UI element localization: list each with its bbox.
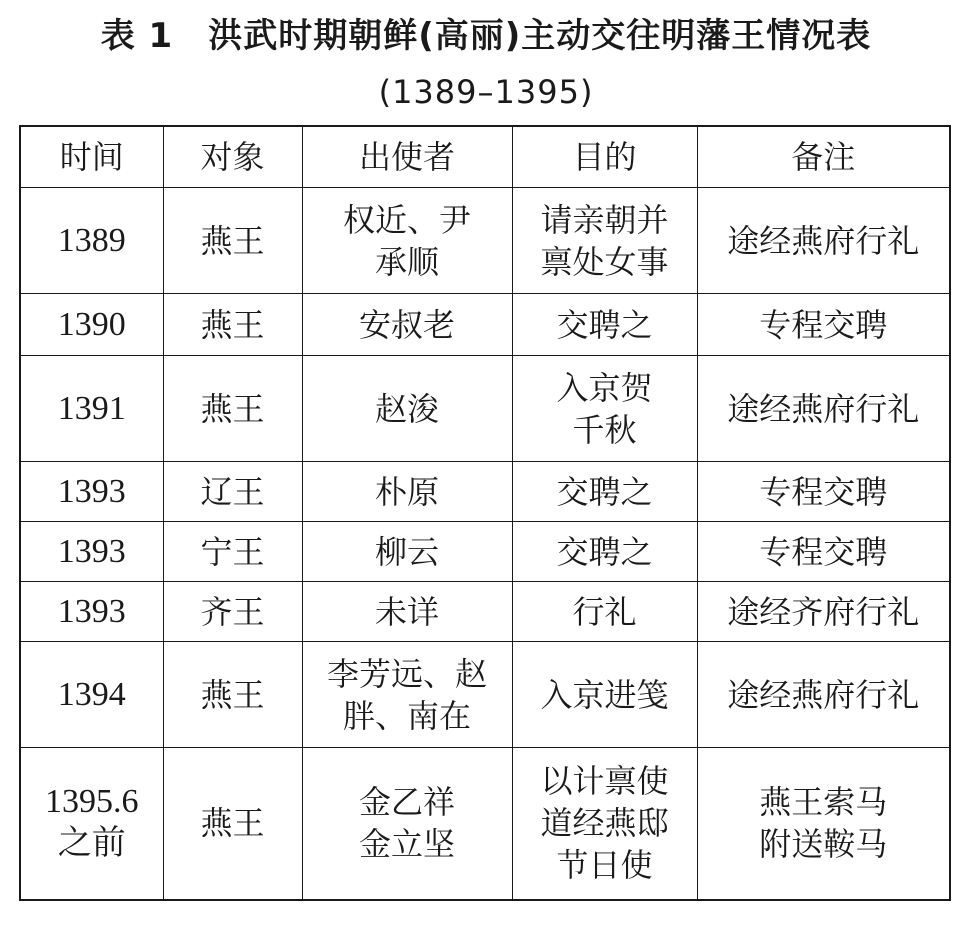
cell-text-line: 金乙祥	[358, 783, 455, 822]
cell-text-line: 胖、南在	[342, 696, 471, 735]
header-purpose: 目的	[512, 126, 697, 188]
cell-text-line: 专程交聘	[759, 305, 888, 344]
cell-target	[163, 642, 302, 748]
cell-text-line: 以计禀使	[540, 762, 669, 801]
cell-text-line: 途经燕府行礼	[727, 389, 920, 428]
table-row	[20, 462, 950, 522]
cell-purpose	[512, 582, 697, 642]
cell-text-line: 宁王	[200, 532, 265, 571]
cell-text-line: 1391	[57, 389, 126, 427]
cell-target	[163, 188, 302, 294]
cell-text-line: 专程交聘	[759, 532, 888, 571]
cell-text-line: 节日使	[556, 846, 653, 885]
cell-year	[20, 356, 163, 462]
cell-text-line: 禀处女事	[540, 242, 669, 281]
cell-text-line: 齐王	[200, 592, 265, 631]
cell-note	[697, 356, 950, 462]
cell-text-line: 1393	[57, 532, 126, 570]
cell-text-line: 安叔老	[358, 305, 455, 344]
cell-envoy	[302, 642, 512, 748]
cell-envoy	[302, 522, 512, 582]
table-row	[20, 582, 950, 642]
cell-note	[697, 642, 950, 748]
cell-envoy	[302, 356, 512, 462]
cell-text-line: 行礼	[572, 592, 637, 631]
cell-year	[20, 642, 163, 748]
cell-text-line: 交聘之	[556, 305, 653, 344]
data-table	[19, 125, 951, 901]
cell-text-line: 途经齐府行礼	[727, 592, 920, 631]
cell-text-line: 道经燕邸	[540, 804, 669, 843]
cell-text-line: 承顺	[374, 242, 439, 281]
header-envoy: 出使者	[302, 126, 512, 188]
cell-year	[20, 462, 163, 522]
cell-text-line: 1394	[57, 675, 126, 713]
cell-text-line: 1390	[57, 305, 126, 343]
cell-text-line: 权近、尹	[342, 200, 471, 239]
cell-purpose	[512, 188, 697, 294]
cell-note	[697, 748, 950, 900]
table-row	[20, 642, 950, 748]
cell-text-line: 附送鞍马	[759, 825, 888, 864]
cell-note	[697, 582, 950, 642]
cell-text-line: 请亲朝并	[540, 200, 669, 239]
cell-text-line: 1393	[57, 592, 126, 630]
cell-target	[163, 582, 302, 642]
cell-text-line: 金立坚	[358, 825, 455, 864]
cell-target	[163, 748, 302, 900]
cell-note	[697, 462, 950, 522]
cell-text-line: 燕王	[200, 305, 265, 344]
cell-target	[163, 294, 302, 356]
cell-text-line: 燕王	[200, 804, 265, 843]
cell-text-line: 柳云	[374, 532, 439, 571]
cell-text-line: 1393	[57, 472, 126, 510]
cell-envoy	[302, 294, 512, 356]
cell-text-line: 交聘之	[556, 472, 653, 511]
cell-target	[163, 522, 302, 582]
cell-text-line: 千秋	[572, 410, 637, 449]
cell-envoy	[302, 188, 512, 294]
cell-year	[20, 188, 163, 294]
cell-text-line: 交聘之	[556, 532, 653, 571]
table-caption: 表 1 洪武时期朝鲜(高丽)主动交往明藩王情况表	[100, 16, 872, 56]
table-body	[20, 188, 950, 900]
cell-text-line: 辽王	[200, 472, 265, 511]
cell-envoy	[302, 462, 512, 522]
cell-text-line: 未详	[374, 592, 439, 631]
cell-year	[20, 748, 163, 900]
header-time: 时间	[20, 126, 163, 188]
cell-text-line: 1395.6	[45, 783, 139, 821]
cell-text-line: 朴原	[374, 472, 439, 511]
cell-purpose	[512, 294, 697, 356]
cell-envoy	[302, 582, 512, 642]
cell-text-line: 燕王	[200, 389, 265, 428]
cell-year	[20, 522, 163, 582]
cell-purpose	[512, 522, 697, 582]
cell-text-line: 途经燕府行礼	[727, 221, 920, 260]
cell-year	[20, 582, 163, 642]
cell-text-line: 燕王索马	[759, 783, 888, 822]
cell-note	[697, 188, 950, 294]
cell-purpose	[512, 462, 697, 522]
cell-text-line: 入京贺	[556, 368, 653, 407]
table-row	[20, 188, 950, 294]
cell-purpose	[512, 642, 697, 748]
cell-envoy	[302, 748, 512, 900]
header-note: 备注	[697, 126, 950, 188]
cell-text-line: 途经燕府行礼	[727, 675, 920, 714]
cell-note	[697, 522, 950, 582]
table-row	[20, 356, 950, 462]
table-row	[20, 748, 950, 900]
cell-text-line: 李芳远、赵	[326, 654, 487, 693]
table-row	[20, 522, 950, 582]
table-row	[20, 294, 950, 356]
cell-target	[163, 356, 302, 462]
header-row	[20, 126, 950, 188]
cell-text-line: 之前	[57, 825, 126, 863]
cell-note	[697, 294, 950, 356]
header-target: 对象	[163, 126, 302, 188]
cell-text-line: 1389	[57, 221, 126, 259]
cell-purpose	[512, 748, 697, 900]
cell-text-line: 燕王	[200, 221, 265, 260]
cell-text-line: 赵浚	[374, 389, 439, 428]
cell-purpose	[512, 356, 697, 462]
cell-text-line: 燕王	[200, 675, 265, 714]
cell-text-line: 专程交聘	[759, 472, 888, 511]
table-caption-years: (1389–1395)	[378, 73, 594, 111]
cell-year	[20, 294, 163, 356]
cell-text-line: 入京进笺	[540, 675, 669, 714]
cell-target	[163, 462, 302, 522]
